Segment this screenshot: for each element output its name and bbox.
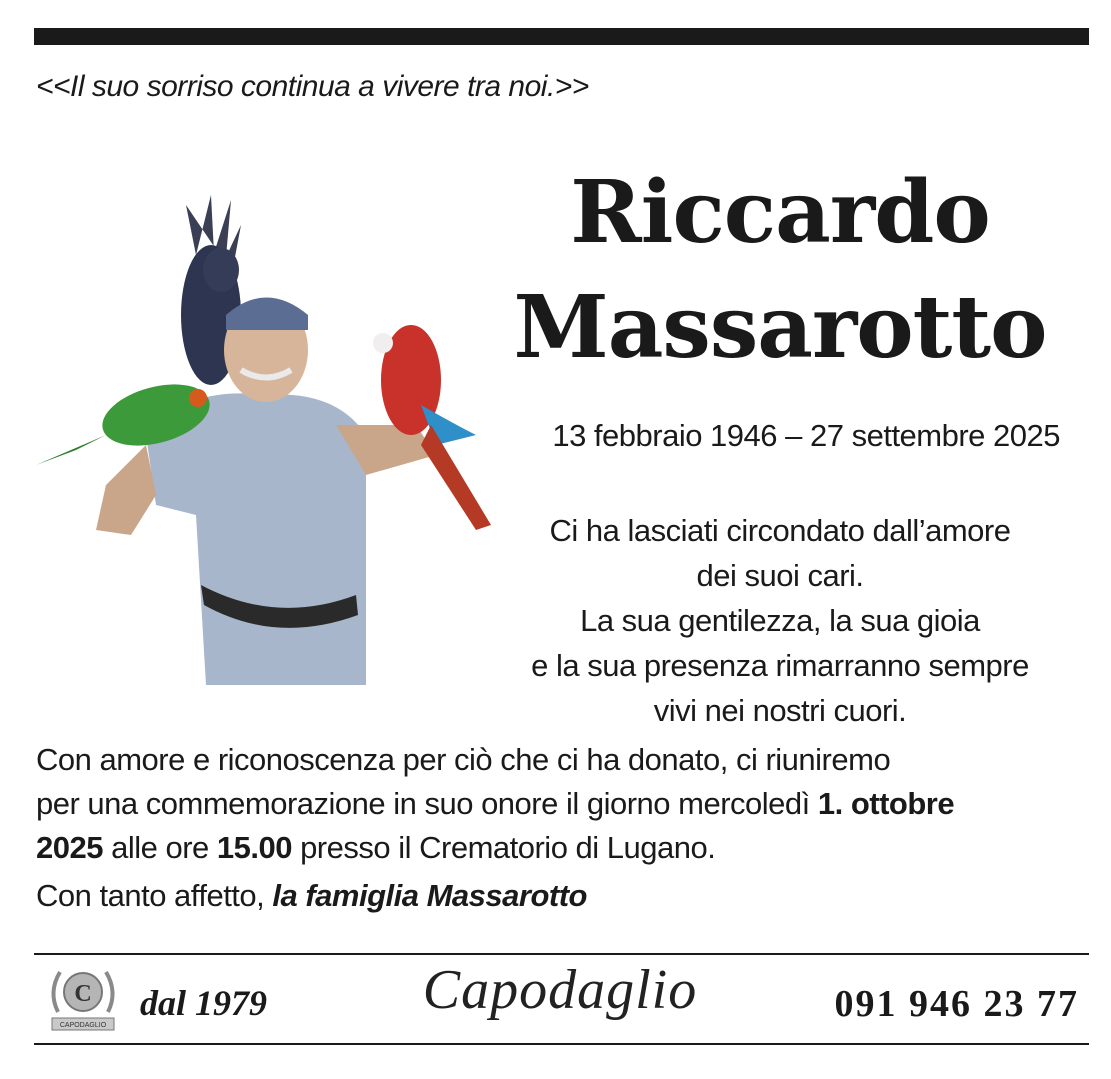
phone-number: 091 946 23 77	[834, 983, 1079, 1025]
tribute-line: e la sua presenza rimarranno sempre	[531, 648, 1029, 683]
announcement-text: alle ore	[102, 830, 217, 865]
announcement-line-3	[36, 826, 1076, 870]
man-with-parrots-photo	[36, 185, 496, 715]
tribute-line: La sua gentilezza, la sua gioia	[580, 603, 980, 638]
logo-letter: C	[74, 981, 92, 1007]
tribute-text	[490, 508, 1070, 733]
announcement-date-bold: 1. ottobre	[817, 786, 955, 821]
signoff-family-name: la famiglia Massarotto	[272, 878, 587, 913]
tribute-line: dei suoi cari.	[696, 558, 864, 593]
commemoration-announcement	[36, 738, 1076, 870]
announcement-time-bold: 15.00	[216, 830, 292, 865]
life-dates	[480, 418, 1080, 454]
announcement-line-2	[36, 782, 1076, 826]
footer-top-rule	[34, 953, 1089, 955]
funeral-home-brand: Capodaglio	[422, 959, 698, 1021]
announcement-line-1: Con amore e riconoscenza per ciò che ci ha donato, ci riuniremo	[36, 742, 891, 777]
announcement-text: per una commemorazione in suo onore il giorno mercoledì	[36, 786, 818, 821]
family-signoff	[36, 878, 587, 914]
deceased-last-name: Massarotto	[513, 277, 1047, 378]
announcement-year-bold: 2025	[36, 830, 103, 865]
established-year: dal 1979	[140, 983, 268, 1023]
top-rule	[34, 28, 1089, 45]
epigraph-quote: <<Il suo sorriso continua a vivere tra noi.>>	[36, 70, 589, 103]
signoff-text: Con tanto affetto,	[36, 878, 273, 913]
logo-text: CAPODAGLIO	[59, 1022, 107, 1029]
life-dates-text: 13 febbraio 1946 – 27 settembre 2025	[552, 418, 1060, 453]
deceased-first-name: Riccardo	[570, 162, 990, 263]
footer-bottom-rule	[34, 1043, 1089, 1045]
tribute-line: Ci ha lasciati circondato dall’amore	[549, 513, 1011, 548]
funeral-home-logo-icon	[44, 962, 122, 1034]
announcement-text: presso il Crematorio di Lugano.	[291, 830, 716, 865]
tribute-line: vivi nei nostri cuori.	[653, 693, 907, 728]
